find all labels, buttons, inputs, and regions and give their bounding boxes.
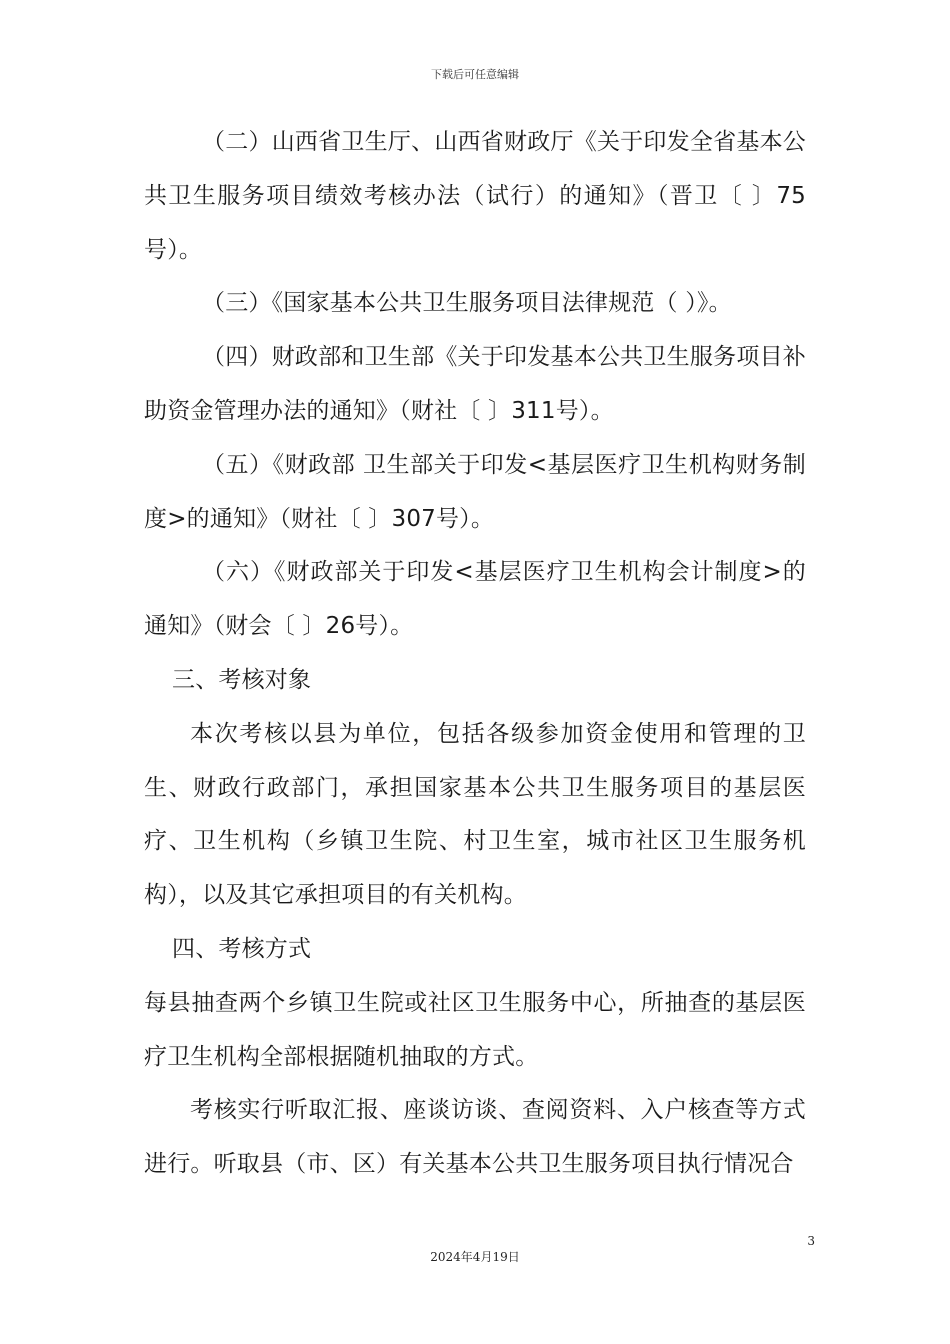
paragraph-reference-3: （三）《国家基本公共卫生服务项目法律规范（ ）》。 — [202, 290, 732, 317]
paragraph-assessment-target: 本次考核以县为单位，包括各级参加资金使用和管理的卫生、财政行政部门，承担国家基本公共卫生服务项目的基层医疗、卫生机构（乡镇卫生院、村卫生室，城市社区卫生服务机构），以及其它承担项目的有关机构。 — [144, 720, 806, 909]
section-heading-assessment-target: 三、考核对象 — [172, 666, 312, 693]
section-heading-assessment-method: 四、考核方式 — [172, 935, 312, 962]
page-header: 下载后可任意编辑 — [431, 68, 519, 81]
paragraph-sampling-method: 每县抽查两个乡镇卫生院或社区卫生服务中心，所抽查的基层医疗卫生机构全部根据随机抽取的方式。 — [144, 989, 806, 1070]
paragraph-reference-2: （二）山西省卫生厅、山西省财政厅《关于印发全省基本公共卫生服务项目绩效考核办法（试行）的通知》（晋卫〔 〕75号）。 — [144, 129, 806, 263]
paragraph-assessment-procedure: 考核实行听取汇报、座谈访谈、查阅资料、入户核查等方式进行。听取县（市、区）有关基本公共卫生服务项目执行情况合 — [144, 1097, 806, 1178]
page-number: 3 — [807, 1234, 815, 1248]
paragraph-reference-6: （六）《财政部关于印发<基层医疗卫生机构会计制度>的通知》（财会〔 〕26号）。 — [144, 559, 806, 640]
paragraph-reference-5: （五）《财政部 卫生部关于印发<基层医疗卫生机构财务制度>的通知》（财社〔 〕307号）。 — [144, 451, 806, 532]
footer-date: 2024年4月19日 — [430, 1250, 520, 1264]
paragraph-reference-4: （四）财政部和卫生部《关于印发基本公共卫生服务项目补助资金管理办法的通知》（财社〔 〕311号）。 — [144, 344, 806, 424]
document-body — [144, 116, 806, 1192]
